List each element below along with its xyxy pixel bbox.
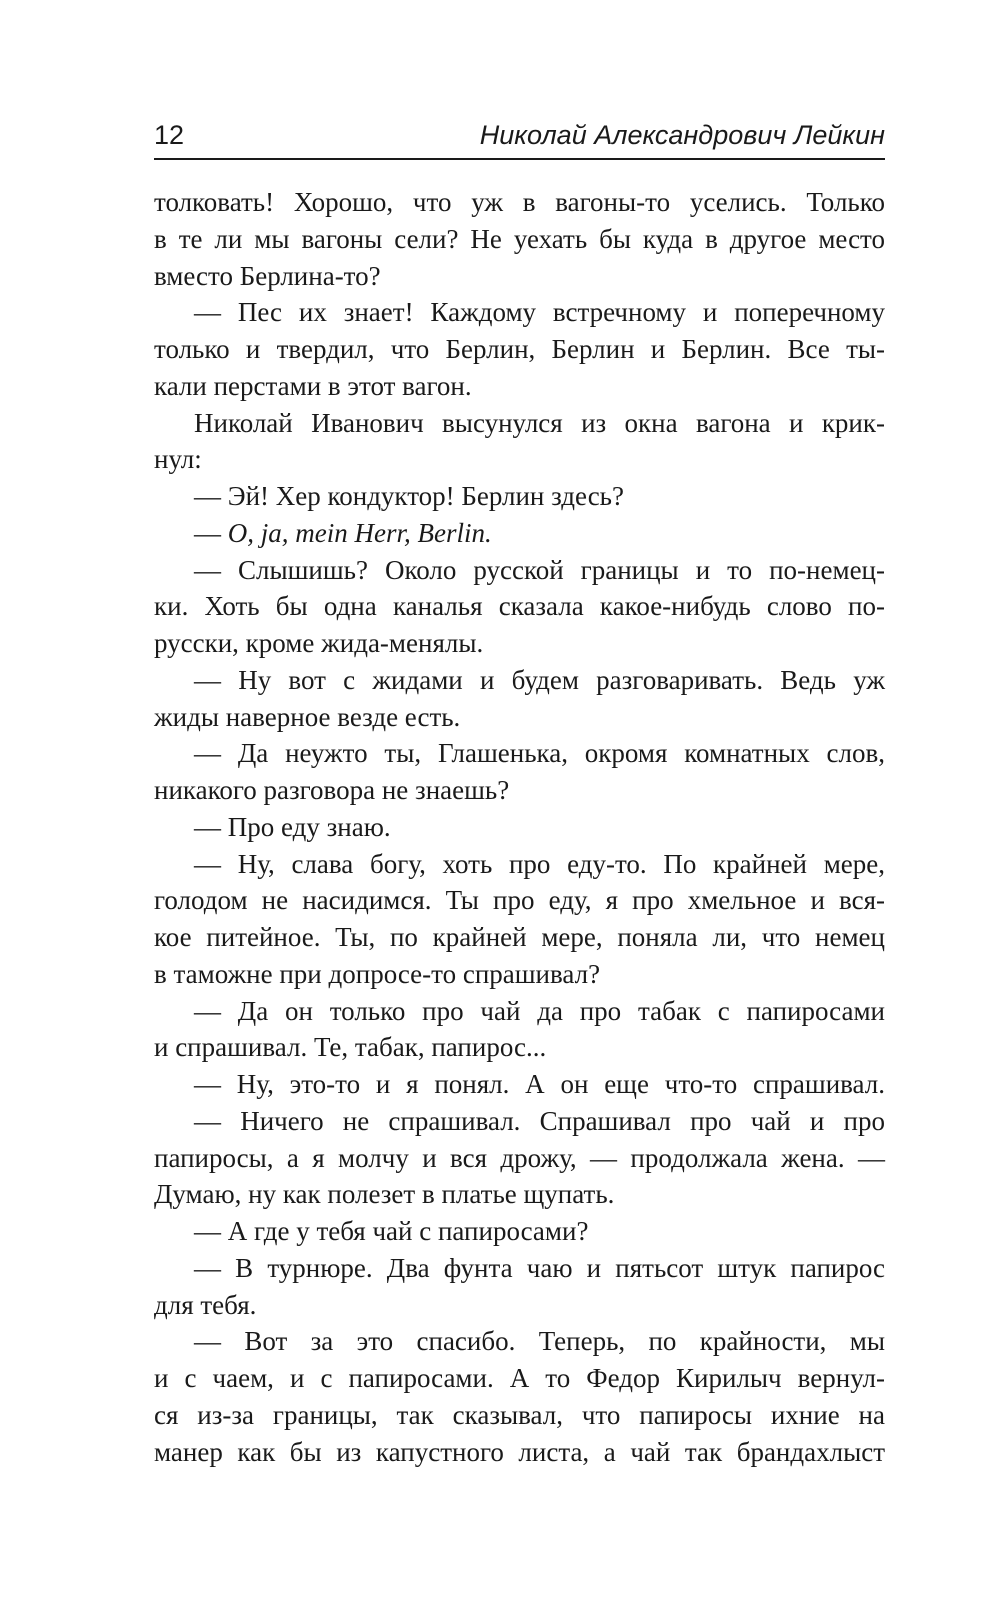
text-line: — В турнюре. Два фунта чаю и пятьсот штук папирос (194, 1252, 885, 1283)
text-body (154, 184, 885, 1470)
text-line: кали перстами в этот вагон. (154, 370, 472, 401)
text-line: — Вот за это спасибо. Теперь, по крайности, мы (194, 1326, 885, 1357)
text-line: — Слышишь? Около русской границы и то по-немец- (194, 554, 885, 585)
text-line: кое питейное. Ты, по крайней мере, поняла ли, что немец (154, 922, 885, 952)
text-line: и спрашивал. Те, табак, папирос... (154, 1032, 547, 1063)
page-number: 12 (154, 120, 185, 150)
text-line: голодом не насидимся. Ты про еду, я про хмельное и вся- (154, 885, 885, 916)
text-line: в таможне при допросе-то спрашивал? (154, 958, 601, 989)
text-line: Николай Иванович высунулся из окна вагона и крик- (194, 407, 885, 438)
text-line: — Ну вот с жидами и будем разговаривать. Ведь уж (194, 664, 885, 695)
text-line: — Ничего не спрашивал. Спрашивал про чай и про (194, 1105, 885, 1136)
text-line: — Да неужто ты, Глашенька, окромя комнатных слов, (194, 738, 885, 769)
text-line: вместо Берлина-то? (154, 260, 381, 291)
text-line: жиды наверное везде есть. (154, 701, 461, 732)
text-line: — Ну, это-то и я понял. А он еще что-то спрашивал. (194, 1069, 885, 1099)
text-line: — А где у тебя чай с папиросами? (194, 1216, 589, 1246)
running-title: Николай Александрович Лейкин (479, 120, 885, 150)
text-line: — Про еду знаю. (194, 811, 391, 842)
text-line: русски, кроме жида-менялы. (154, 628, 484, 658)
text-line: толковать! Хорошо, что уж в вагоны-то уселись. Только (154, 187, 885, 217)
text-line: и с чаем, и с папиросами. А то Федор Кирилыч вернул- (154, 1363, 885, 1393)
text-line: нул: (154, 444, 202, 475)
text-line: только и твердил, что Берлин, Берлин и Берлин. Все ты- (154, 334, 885, 364)
text-line: Думаю, ну как полезет в платье щупать. (154, 1179, 615, 1210)
text-line: — Пес их знает! Каждому встречному и поперечному (194, 297, 885, 328)
text-line: ки. Хоть бы одна каналья сказала какое-нибудь слово по- (154, 591, 885, 622)
dash: — (194, 517, 228, 548)
page-header (154, 118, 885, 160)
text-line: ся из-за границы, так сказывал, что папиросы ихние на (154, 1399, 885, 1430)
text-line: никакого разговора не знаешь? (154, 775, 510, 805)
text-line: — Ну, слава богу, хоть про еду-то. По крайней мере, (194, 848, 885, 879)
text-line: папиросы, а я молчу и вся дрожу, — продолжала жена. — (154, 1142, 885, 1173)
text-line (154, 515, 885, 552)
text-line: для тебя. (154, 1289, 257, 1320)
text-line: манер как бы из капустного листа, а чай так брандахлыст (154, 1436, 885, 1467)
text-line: в те ли мы вагоны сели? Не уехать бы куда в другое место (154, 223, 885, 254)
text-line: — Да он только про чай да про табак с папиросами (194, 995, 885, 1026)
text-line: — Эй! Хер кондуктор! Берлин здесь? (194, 481, 624, 511)
german-reply: O, ja, mein Herr, Berlin. (227, 517, 492, 548)
